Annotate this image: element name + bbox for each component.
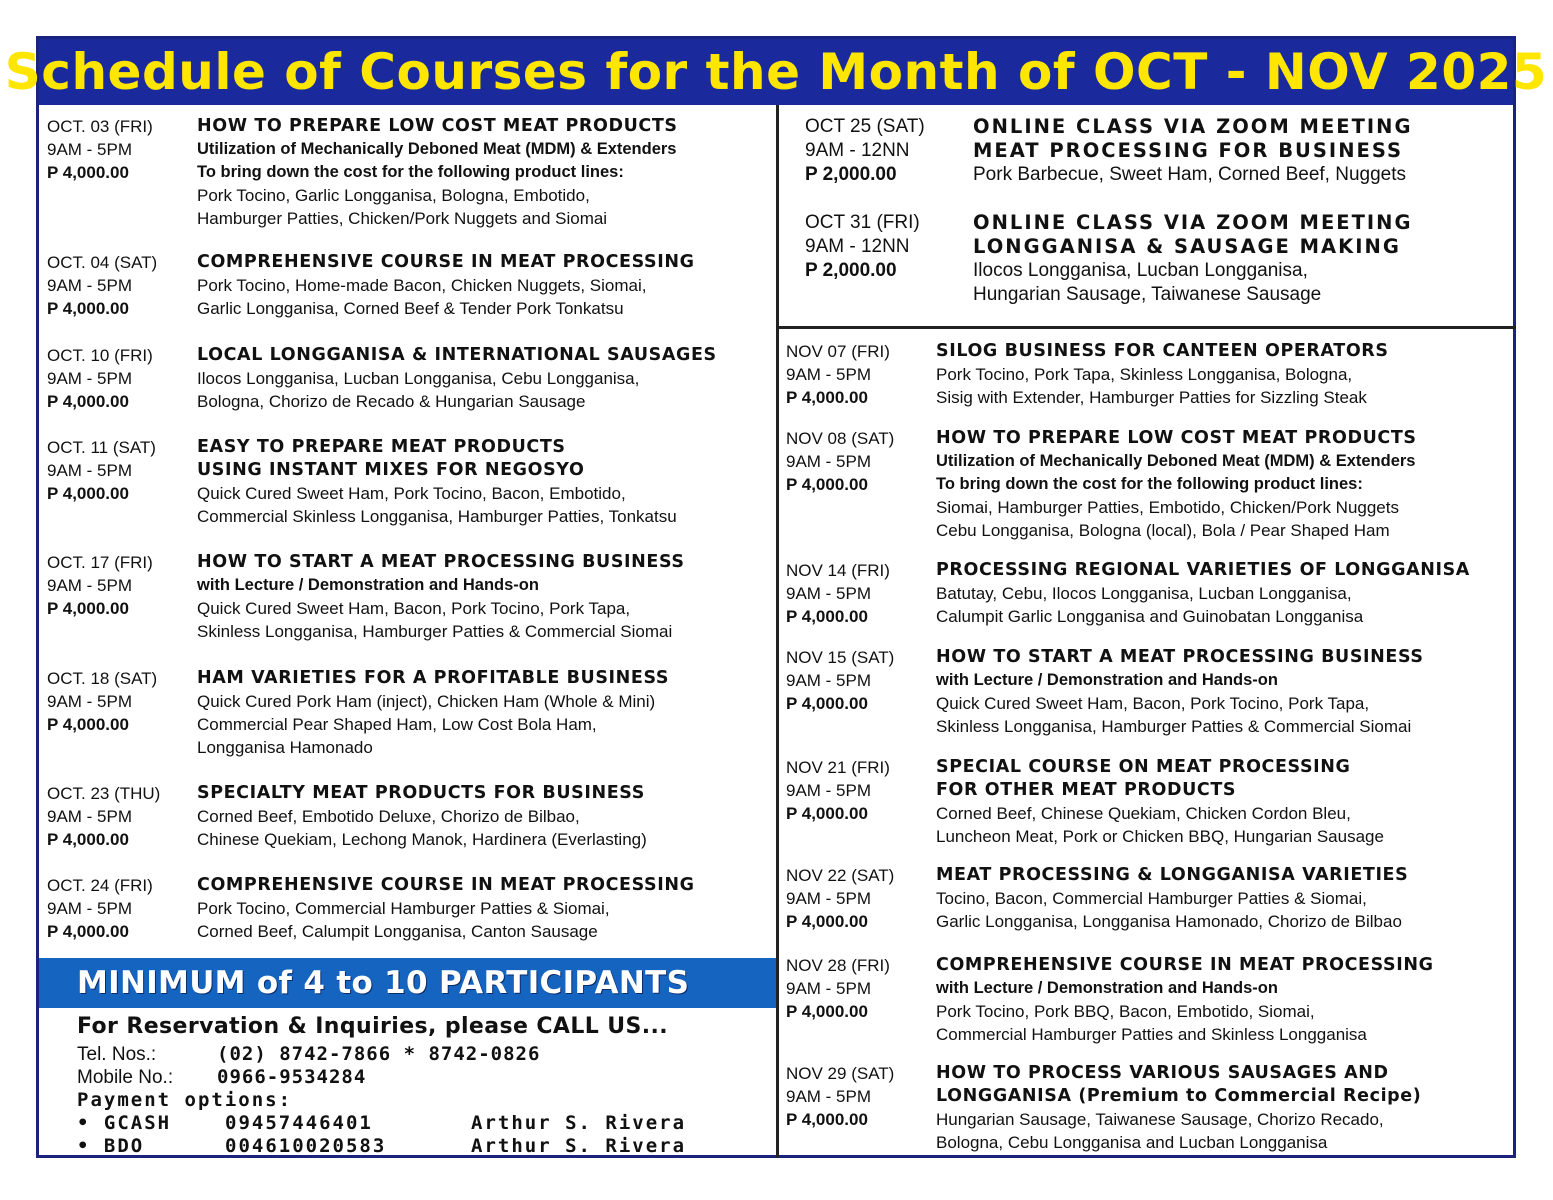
course-products: Garlic Longganisa, Longganisa Hamonado, Chorizo de Bilbao [936,912,1402,931]
course-price: P 4,000.00 [786,475,868,494]
course-products: Longganisa Hamonado [197,738,373,757]
course-title: EASY TO PREPARE MEAT PRODUCTS [197,437,566,457]
course-products: Calumpit Garlic Longganisa and Guinobatan Longganisa [936,607,1364,626]
course-date: NOV 14 (FRI) [786,561,890,580]
course-subtitle: To bring down the cost for the following product lines: [936,475,1363,493]
course-schedule [786,646,936,715]
course-price: P 4,000.00 [786,694,868,713]
course-products: Hungarian Sausage, Taiwanese Sausage, Chorizo Recado, [936,1110,1384,1129]
course-products: Skinless Longganisa, Hamburger Patties & Commercial Siomai [197,622,673,641]
course-price: P 4,000.00 [786,607,868,626]
course-details [973,115,1412,187]
course-time: 9AM - 12NN [805,236,910,257]
payment-row [77,1112,767,1135]
course-date: OCT. 10 (FRI) [47,346,153,365]
course-products: Quick Cured Sweet Ham, Pork Tocino, Bacon, Embotido, [197,484,626,503]
payment-name: Arthur S. Rivera [471,1135,687,1157]
page-title: Schedule of Courses for the Month of OCT - NOV 2025 [4,43,1548,101]
course-price: P 4,000.00 [47,299,129,318]
course-schedule [786,756,936,825]
course-title: MEAT PROCESSING FOR BUSINESS [973,139,1404,162]
course-details [197,344,717,413]
course-title: HOW TO PROCESS VARIOUS SAUSAGES AND [936,1063,1389,1083]
payment-method: • GCASH [77,1112,172,1134]
mobile-label: Mobile No.: [77,1067,174,1088]
course-date: OCT. 04 (SAT) [47,253,158,272]
participants-banner [39,958,776,1008]
course-products: Bologna, Cebu Longganisa and Lucban Longganisa [936,1133,1328,1152]
course-details [197,782,647,851]
course-title: HOW TO START A MEAT PROCESSING BUSINESS [197,552,685,572]
course-details [936,427,1417,542]
course-title: ONLINE CLASS VIA ZOOM MEETING [973,115,1413,138]
course-time: 9AM - 12NN [805,140,910,161]
course-products: Luncheon Meat, Pork or Chicken BBQ, Hungarian Sausage [936,827,1384,846]
course-date: OCT. 11 (SAT) [47,438,156,457]
payment-name: Arthur S. Rivera [471,1112,687,1134]
course-products: Commercial Pear Shaped Ham, Low Cost Bola Ham, [197,715,597,734]
course-details [936,340,1389,409]
tel-label: Tel. Nos.: [77,1044,157,1065]
course-title: SPECIAL COURSE ON MEAT PROCESSING [936,757,1351,777]
course-price: P 4,000.00 [47,922,129,941]
course-title: COMPREHENSIVE COURSE IN MEAT PROCESSING [197,875,695,895]
course-date: NOV 28 (FRI) [786,956,890,975]
course-price: P 4,000.00 [47,715,129,734]
course-date: NOV 15 (SAT) [786,648,895,667]
course-details [936,954,1434,1046]
course-date: OCT. 03 (FRI) [47,117,153,136]
course-price: P 4,000.00 [47,830,129,849]
course-subtitle: To bring down the cost for the following product lines: [197,163,624,181]
course-schedule [47,782,197,851]
course-schedule [47,667,197,736]
course-title: MEAT PROCESSING & LONGGANISA VARIETIES [936,865,1409,885]
course-products: Pork Tocino, Pork BBQ, Bacon, Embotido, Siomai, [936,1002,1315,1021]
course-title: USING INSTANT MIXES FOR NEGOSYO [197,460,585,480]
course-products: Pork Barbecue, Sweet Ham, Corned Beef, Nuggets [973,164,1407,185]
course-products: Corned Beef, Chinese Quekiam, Chicken Cordon Bleu, [936,804,1351,823]
course-products: Hamburger Patties, Chicken/Pork Nuggets and Siomai [197,209,608,228]
tel-row [77,1043,767,1066]
course-products: Batutay, Cebu, Ilocos Longganisa, Lucban Longganisa, [936,584,1352,603]
course-details [197,436,677,528]
course-schedule [805,211,955,283]
course-products: Quick Cured Sweet Ham, Bacon, Pork Tocino, Pork Tapa, [936,694,1370,713]
course-date: NOV 29 (SAT) [786,1064,895,1083]
course-title: PROCESSING REGIONAL VARIETIES OF LONGGANISA [936,560,1470,580]
course-title: SPECIALTY MEAT PRODUCTS FOR BUSINESS [197,783,645,803]
course-products: Quick Cured Pork Ham (inject), Chicken Ham (Whole & Mini) [197,692,656,711]
course-price: P 4,000.00 [47,392,129,411]
schedule-flyer [4,36,1548,1158]
section-divider [779,326,1516,329]
payment-method: • BDO [77,1135,145,1157]
course-schedule [786,1062,936,1131]
course-time: 9AM - 5PM [47,899,133,918]
course-title: FOR OTHER MEAT PRODUCTS [936,780,1237,800]
course-details [197,874,695,943]
title-banner [4,39,1548,105]
course-time: 9AM - 5PM [47,692,133,711]
course-subtitle: Utilization of Mechanically Deboned Meat (MDM) & Extenders [197,140,677,158]
course-details [197,551,685,643]
course-time: 9AM - 5PM [786,584,872,603]
course-title: LOCAL LONGGANISA & INTERNATIONAL SAUSAGES [197,345,717,365]
participants-text: MINIMUM of 4 to 10 PARTICIPANTS [77,965,690,1001]
course-schedule [805,115,955,187]
course-details [936,756,1384,848]
course-schedule [786,340,936,409]
course-date: OCT 31 (FRI) [805,212,920,233]
course-price: P 4,000.00 [786,912,868,931]
course-title: ONLINE CLASS VIA ZOOM MEETING [973,211,1413,234]
course-subtitle: with Lecture / Demonstration and Hands-on [197,576,539,594]
course-date: NOV 21 (FRI) [786,758,890,777]
course-date: OCT. 17 (FRI) [47,553,153,572]
course-products: Pork Tocino, Garlic Longganisa, Bologna, Embotido, [197,186,590,205]
course-products: Ilocos Longganisa, Lucban Longganisa, Cebu Longganisa, [197,369,640,388]
course-products: Cebu Longganisa, Bologna (local), Bola / Pear Shaped Ham [936,521,1390,540]
tel-value: (02) 8742-7866 * 8742-0826 [217,1043,541,1065]
course-time: 9AM - 5PM [786,979,872,998]
course-details [973,211,1412,307]
course-title: LONGGANISA (Premium to Commercial Recipe) [936,1086,1422,1106]
course-products: Chinese Quekiam, Lechong Manok, Hardinera (Everlasting) [197,830,647,849]
course-details [197,667,669,759]
course-products: Tocino, Bacon, Commercial Hamburger Patties & Siomai, [936,889,1367,908]
course-subtitle: with Lecture / Demonstration and Hands-on [936,979,1278,997]
course-price: P 4,000.00 [47,599,129,618]
course-products: Skinless Longganisa, Hamburger Patties & Commercial Siomai [936,717,1412,736]
column-divider [776,105,779,1158]
course-schedule [47,344,197,413]
course-date: NOV 07 (FRI) [786,342,890,361]
course-schedule [47,551,197,620]
course-title: COMPREHENSIVE COURSE IN MEAT PROCESSING [936,955,1434,975]
course-products: Sisig with Extender, Hamburger Patties for Sizzling Steak [936,388,1367,407]
course-title: HAM VARIETIES FOR A PROFITABLE BUSINESS [197,668,670,688]
course-products: Bologna, Chorizo de Recado & Hungarian Sausage [197,392,586,411]
payment-row [77,1135,767,1158]
course-title: HOW TO START A MEAT PROCESSING BUSINESS [936,647,1424,667]
course-time: 9AM - 5PM [47,461,133,480]
course-time: 9AM - 5PM [47,807,133,826]
course-schedule [47,251,197,320]
course-subtitle: Utilization of Mechanically Deboned Meat (MDM) & Extenders [936,452,1416,470]
mobile-value: 0966-9534284 [217,1066,367,1088]
payment-number: 09457446401 [225,1112,373,1134]
course-products: Commercial Skinless Longganisa, Hamburger Patties, Tonkatsu [197,507,677,526]
course-details [936,1062,1421,1154]
course-products: Commercial Hamburger Patties and Skinless Longganisa [936,1025,1367,1044]
course-schedule [47,115,197,184]
course-title: HOW TO PREPARE LOW COST MEAT PRODUCTS [197,116,678,136]
course-products: Garlic Longganisa, Corned Beef & Tender Pork Tonkatsu [197,299,624,318]
course-title: HOW TO PREPARE LOW COST MEAT PRODUCTS [936,428,1417,448]
course-details [936,646,1424,738]
contact-section [77,1014,767,1158]
course-title: COMPREHENSIVE COURSE IN MEAT PROCESSING [197,252,695,272]
course-products: Corned Beef, Embotido Deluxe, Chorizo de Bilbao, [197,807,580,826]
payment-label: Payment options: [77,1089,293,1111]
course-details [197,115,678,230]
course-time: 9AM - 5PM [786,365,872,384]
course-details [936,864,1408,933]
course-products: Pork Tocino, Home-made Bacon, Chicken Nuggets, Siomai, [197,276,647,295]
course-time: 9AM - 5PM [786,1087,872,1106]
course-time: 9AM - 5PM [47,576,133,595]
course-products: Ilocos Longganisa, Lucban Longganisa, [973,260,1308,281]
course-date: OCT. 23 (THU) [47,784,161,803]
course-price: P 4,000.00 [786,1002,868,1021]
course-price: P 2,000.00 [805,164,897,185]
course-date: NOV 22 (SAT) [786,866,895,885]
mobile-row [77,1066,767,1089]
course-price: P 4,000.00 [786,388,868,407]
course-details [197,251,695,320]
course-price: P 2,000.00 [805,260,897,281]
course-schedule [786,864,936,933]
course-details [936,559,1470,628]
course-schedule [786,559,936,628]
course-products: Hungarian Sausage, Taiwanese Sausage [973,284,1322,305]
course-date: OCT. 18 (SAT) [47,669,158,688]
course-time: 9AM - 5PM [786,889,872,908]
course-time: 9AM - 5PM [786,671,872,690]
course-products: Quick Cured Sweet Ham, Bacon, Pork Tocino, Pork Tapa, [197,599,631,618]
course-time: 9AM - 5PM [47,276,133,295]
course-subtitle: with Lecture / Demonstration and Hands-on [936,671,1278,689]
course-products: Pork Tocino, Commercial Hamburger Patties & Siomai, [197,899,610,918]
course-time: 9AM - 5PM [47,369,133,388]
course-schedule [47,436,197,505]
course-products: Pork Tocino, Pork Tapa, Skinless Longganisa, Bologna, [936,365,1353,384]
course-title: SILOG BUSINESS FOR CANTEEN OPERATORS [936,341,1389,361]
reservation-heading: For Reservation & Inquiries, please CALL US... [77,1014,669,1039]
course-schedule [47,874,197,943]
course-date: NOV 08 (SAT) [786,429,895,448]
course-time: 9AM - 5PM [786,452,872,471]
course-schedule [786,427,936,496]
course-price: P 4,000.00 [786,1110,868,1129]
course-price: P 4,000.00 [47,484,129,503]
course-time: 9AM - 5PM [47,140,133,159]
course-price: P 4,000.00 [47,163,129,182]
course-date: OCT 25 (SAT) [805,116,925,137]
course-products: Siomai, Hamburger Patties, Embotido, Chicken/Pork Nuggets [936,498,1399,517]
payment-number: 004610020583 [225,1135,387,1157]
course-title: LONGGANISA & SAUSAGE MAKING [973,235,1401,258]
course-time: 9AM - 5PM [786,781,872,800]
course-price: P 4,000.00 [786,804,868,823]
course-schedule [786,954,936,1023]
course-date: OCT. 24 (FRI) [47,876,153,895]
course-products: Corned Beef, Calumpit Longganisa, Canton Sausage [197,922,598,941]
